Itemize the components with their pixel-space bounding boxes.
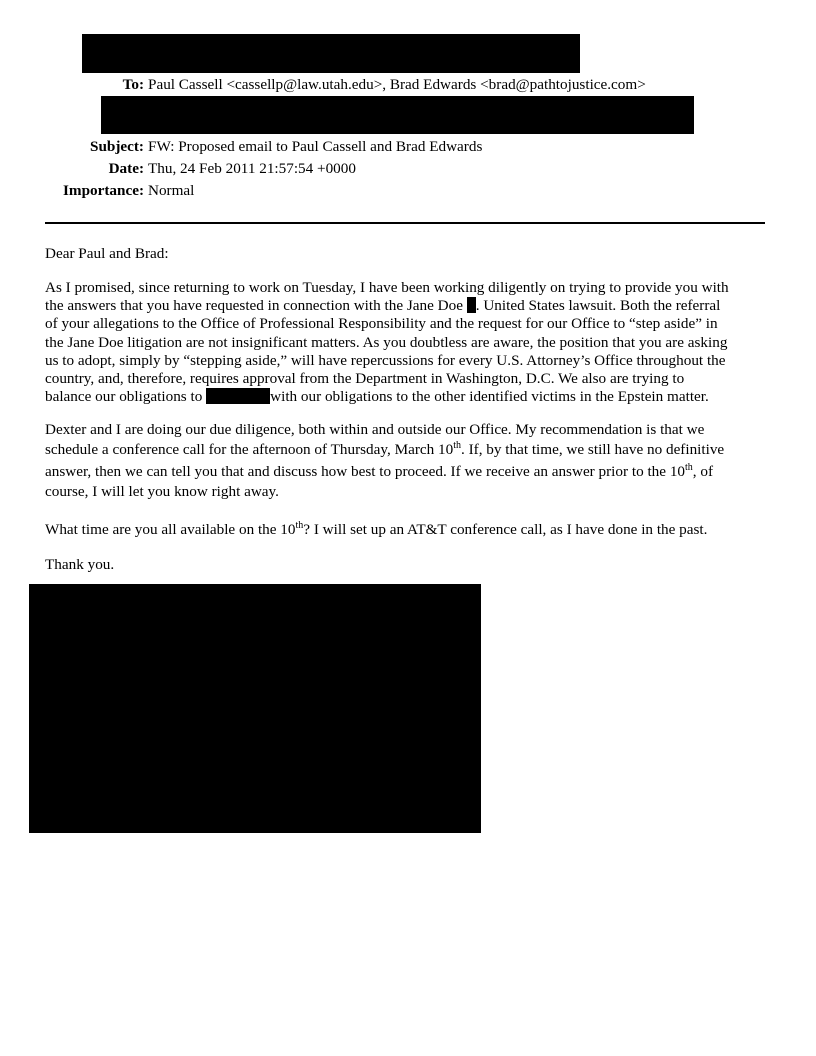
p1-line-1: As I promised, since returning to work on Tuesday, I have been working diligently on trying to provide you with [45, 279, 729, 296]
redacted-cc-block [101, 96, 694, 134]
paragraph-1 [45, 279, 770, 406]
redacted-from-block [82, 34, 580, 73]
p3-line-1-a: What time are you all available on the 10 [45, 521, 296, 538]
to-label: To: [122, 76, 144, 93]
subject-value: FW: Proposed email to Paul Cassell and Brad Edwards [148, 138, 483, 155]
subject-label: Subject: [90, 138, 144, 155]
p2-line-4: course, I will let you know right away. [45, 483, 279, 500]
date-value: Thu, 24 Feb 2011 21:57:54 +0000 [148, 160, 356, 177]
p1-line-7-a: balance our obligations to [45, 388, 203, 406]
p1-line-5: us to adopt, simply by “stepping aside,” will have repercussions for every U.S. Attorney’s Office throughout the [45, 351, 726, 369]
p1-line-4: the Jane Doe litigation are not insignificant matters. As you doubtless are aware, the position that you are asking [45, 333, 728, 351]
p2-line-3-a: answer, then we can tell you that and discuss how best to proceed. If we receive an answer prior to the 10 [45, 463, 686, 480]
redacted-inline-1 [467, 297, 476, 313]
p2-line-3 [45, 461, 770, 483]
p1-line-2-b: . United States lawsuit. Both the referral [475, 297, 721, 315]
p2-line-1: Dexter and I are doing our due diligence, both within and outside our Office. My recommendation is that we [45, 421, 705, 438]
p1-line-3: of your allegations to the Office of Professional Responsibility and the request for our Office to “step aside” in [45, 315, 718, 333]
to-value: Paul Cassell <cassellp@law.utah.edu>, Brad Edwards <brad@pathtojustice.com> [148, 76, 646, 93]
p1-line-7-b: with our obligations to the other identified victims in the Epstein matter. [270, 388, 709, 406]
p2-line-2 [45, 439, 770, 461]
importance-value: Normal [148, 182, 195, 199]
paragraph-3 [45, 521, 770, 539]
p3-line-1 [45, 521, 770, 539]
p1-line-2-a: the answers that you have requested in connection with the Jane Doe [45, 297, 463, 315]
p1-line-2 [45, 297, 770, 315]
p2-line-3-b: , of [692, 463, 714, 480]
p1-line-6: country, and, therefore, requires approval from the Department in Washington, D.C. We also are trying to [45, 370, 685, 388]
closing: Thank you. [45, 556, 115, 573]
p2-line-2-b: . If, by that time, we still have no definitive [460, 441, 725, 458]
redacted-signature-block [29, 584, 481, 833]
p2-line-2-a: schedule a conference call for the afternoon of Thursday, March 10 [45, 441, 454, 458]
p3-line-1-b: ? I will set up an AT&T conference call, as I have done in the past. [303, 521, 708, 538]
greeting: Dear Paul and Brad: [45, 245, 169, 262]
date-label: Date: [108, 160, 144, 177]
importance-label: Importance: [63, 182, 144, 199]
p2-line-2-sup: th [453, 440, 461, 451]
header-divider [45, 222, 765, 224]
redacted-inline-2 [206, 388, 270, 404]
p3-line-1-sup: th [295, 520, 304, 531]
p1-line-7 [45, 388, 770, 406]
paragraph-2 [45, 421, 770, 501]
p2-line-3-sup: th [685, 462, 693, 473]
